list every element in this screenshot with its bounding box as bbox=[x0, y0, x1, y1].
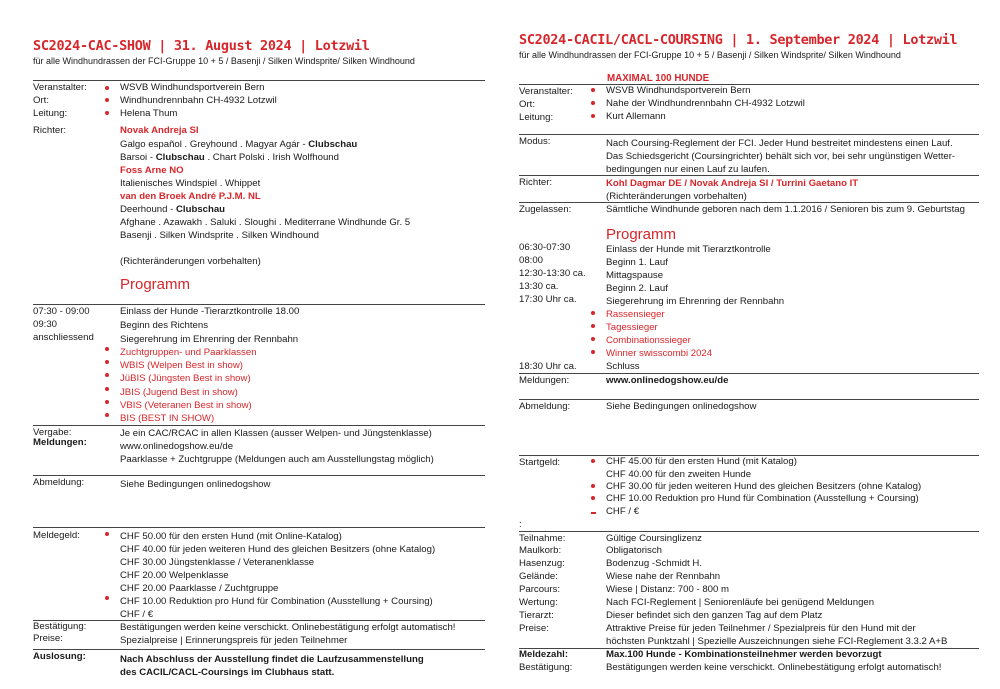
divider bbox=[33, 475, 485, 476]
prog-award: JüBIS (Jüngsten Best in show) bbox=[120, 373, 251, 384]
bestaetigung-value: Bestätigungen werden keine verschickt. Onlinebestätigung erfolgt automatisch! bbox=[606, 662, 942, 673]
bullet-icon bbox=[105, 98, 109, 102]
preise-value: Spezialpreise | Erinnerungspreis für jeden Teilnehmer bbox=[120, 635, 348, 646]
bullet-icon bbox=[591, 496, 595, 500]
teilnahme-label: Teilnahme: bbox=[519, 533, 566, 544]
divider bbox=[519, 399, 979, 400]
bullet-icon bbox=[105, 360, 109, 364]
divider bbox=[33, 425, 485, 426]
show-title: SC2024-CAC-SHOW | 31. August 2024 | Lotzwil bbox=[33, 38, 370, 54]
prog-award: Tagessieger bbox=[606, 322, 658, 333]
prog-time: 12:30-13:30 ca. bbox=[519, 268, 586, 279]
gelaende-value: Wiese nahe der Rennbahn bbox=[606, 571, 721, 582]
prog-item: Mittagspause bbox=[606, 270, 664, 281]
meldungen-label: Meldungen: bbox=[519, 375, 570, 386]
wertung-value: Nach FCI-Reglement | Seniorenläufe bei genügend Meldungen bbox=[606, 597, 875, 608]
prog-time: 07:30 - 09:00 bbox=[33, 306, 90, 317]
hasenzug-value: Bodenzug -Schmidt H. bbox=[606, 558, 702, 569]
bullet-icon bbox=[105, 532, 109, 536]
divider bbox=[519, 175, 979, 176]
coursing-title: SC2024-CACIL/CACL-COURSING | 1. September 2024 | Lotzwil bbox=[519, 32, 958, 48]
ort-value: Windhundrennbahn CH-4932 Lotzwil bbox=[120, 95, 277, 106]
bestaetigung-label: Bestätigung: bbox=[519, 662, 573, 673]
veranstalter-value: WSVB Windhundsportverein Bern bbox=[606, 85, 751, 96]
bullet-icon bbox=[591, 459, 595, 463]
fee-line: CHF 10.00 Reduktion pro Hund für Combination (Ausstellung + Coursing) bbox=[120, 596, 433, 607]
prog-time: 09:30 bbox=[33, 319, 58, 330]
show-subtitle: für alle Windhundrassen der FCI-Gruppe 10 + 5 / Basenji / Silken Windsprite/ Silken Windhound bbox=[33, 56, 415, 66]
auslosung-label: Auslosung: bbox=[33, 651, 86, 662]
dash-icon bbox=[591, 512, 596, 514]
ort-value: Nahe der Windhundrennbahn CH-4932 Lotzwil bbox=[606, 98, 805, 109]
divider bbox=[33, 527, 485, 528]
judge-name: Foss Arne NO bbox=[120, 165, 184, 176]
preise-label: Preise: bbox=[33, 633, 63, 644]
prog-time: 13:30 ca. bbox=[519, 281, 559, 292]
fee-line: CHF 40.00 für jeden weiteren Hund des gleichen Besitzers (ohne Katalog) bbox=[120, 544, 436, 555]
programm-heading: Programm bbox=[606, 226, 677, 243]
prog-award: VBIS (Veteranen Best in show) bbox=[120, 400, 252, 411]
preise-label: Preise: bbox=[519, 623, 549, 634]
coursing-subtitle: für alle Windhundrassen der FCI-Gruppe 10 + 5 / Basenji / Silken Windsprite/ Silken Windhound bbox=[519, 50, 901, 60]
abmeldung-label: Abmeldung: bbox=[519, 401, 571, 412]
zugelassen-label: Zugelassen: bbox=[519, 204, 572, 215]
prog-item: Beginn 1. Lauf bbox=[606, 257, 668, 268]
auslosung-value: des CACIL/CACL-Coursings im Clubhaus statt. bbox=[120, 667, 335, 678]
prog-award: Rassensieger bbox=[606, 309, 665, 320]
judge-breeds: Galgo español . Greyhound . Magyar Agár - Clubschau bbox=[120, 139, 358, 150]
zugelassen-value: Sämtliche Windhunde geboren nach dem 1.1.2016 / Senioren bis zum 9. Geburtstag bbox=[606, 204, 965, 215]
modus-value: Nach Coursing-Reglement der FCI. Jeder Hund bestreitet mindestens einen Lauf. bbox=[606, 138, 953, 149]
prog-item: Einlass der Hunde mit Tierarztkontrolle bbox=[606, 244, 771, 255]
prog-time: 17:30 Uhr ca. bbox=[519, 294, 577, 305]
bullet-icon bbox=[591, 101, 595, 105]
gelaende-label: Gelände: bbox=[519, 571, 558, 582]
tierarzt-label: Tierarzt: bbox=[519, 610, 554, 621]
bullet-icon bbox=[105, 111, 109, 115]
richter-label: Richter: bbox=[519, 177, 553, 188]
tierarzt-value: Dieser befindet sich den ganzen Tag auf dem Platz bbox=[606, 610, 823, 621]
maulkorb-label: Maulkorb: bbox=[519, 545, 562, 556]
divider bbox=[33, 649, 485, 650]
abmeldung-label: Abmeldung: bbox=[33, 477, 85, 488]
bullet-icon bbox=[591, 337, 595, 341]
fee-line: CHF / € bbox=[120, 609, 154, 620]
vergabe-value: Je ein CAC/RCAC in allen Klassen (ausser Welpen- und Jüngstenklasse) bbox=[120, 428, 432, 439]
leitung-label: Leitung: bbox=[519, 112, 554, 123]
max-notice: MAXIMAL 100 HUNDE bbox=[607, 73, 710, 84]
divider bbox=[33, 304, 485, 305]
leitung-value: Kurt Allemann bbox=[606, 111, 666, 122]
richter-label: Richter: bbox=[33, 125, 67, 136]
hasenzug-label: Hasenzug: bbox=[519, 558, 565, 569]
bullet-icon bbox=[105, 347, 109, 351]
modus-value: Das Schiedsgericht (Coursingrichter) behält sich vor, bei sehr ungünstigen Wetter- bbox=[606, 151, 956, 162]
bestaetigung-label: Bestätigung: bbox=[33, 621, 87, 632]
judge-breeds: Deerhound - Clubschau bbox=[120, 204, 226, 215]
bullet-icon bbox=[105, 373, 109, 377]
prog-award: WBIS (Welpen Best in show) bbox=[120, 360, 243, 371]
bullet-icon bbox=[591, 484, 595, 488]
judge-breeds: Italienisches Windspiel . Whippet bbox=[120, 178, 261, 189]
leitung-value: Helena Thum bbox=[120, 108, 178, 119]
bullet-icon bbox=[591, 88, 595, 92]
ort-label: Ort: bbox=[33, 95, 49, 106]
divider bbox=[519, 134, 979, 135]
prog-time: anschliessend bbox=[33, 332, 94, 343]
prog-item: Einlass der Hunde -Tierarztkontrolle 18.00 bbox=[120, 306, 300, 317]
prog-item: Siegerehrung im Ehrenring der Rennbahn bbox=[606, 296, 785, 307]
prog-item: Beginn des Richtens bbox=[120, 320, 208, 331]
richter-note: (Richteränderungen vorbehalten) bbox=[120, 256, 261, 267]
judge-name: van den Broek André P.J.M. NL bbox=[120, 191, 261, 202]
fee-line: CHF 30.00 für jeden weiteren Hund des gleichen Besitzers (ohne Katalog) bbox=[606, 481, 922, 492]
prog-award: Combinationssieger bbox=[606, 335, 691, 346]
meldungen-value: Paarklasse + Zuchtgruppe (Meldungen auch am Ausstellungstag möglich) bbox=[120, 454, 434, 465]
prog-award: JBIS (Jugend Best in show) bbox=[120, 387, 238, 398]
veranstalter-label: Veranstalter: bbox=[33, 82, 87, 93]
bullet-icon bbox=[105, 86, 109, 90]
programm-heading: Programm bbox=[120, 276, 191, 293]
modus-value: bedingungen nur einen Lauf zu laufen. bbox=[606, 164, 770, 175]
bullet-icon bbox=[105, 400, 109, 404]
divider bbox=[33, 620, 485, 621]
ort-label: Ort: bbox=[519, 99, 535, 110]
meldungen-value: www.onlinedogshow.eu/de bbox=[606, 375, 729, 386]
prog-time: 18:30 Uhr ca. bbox=[519, 361, 577, 372]
veranstalter-label: Veranstalter: bbox=[519, 86, 573, 97]
fee-line: CHF 20.00 Paarklasse / Zuchtgruppe bbox=[120, 583, 279, 594]
meldezahl-value: Max.100 Hunde - Kombinationsteilnehmer werden bevorzugt bbox=[606, 649, 882, 660]
leitung-label: Leitung: bbox=[33, 108, 68, 119]
bullet-icon bbox=[105, 596, 109, 600]
abmeldung-value: Siehe Bedingungen onlinedogshow bbox=[120, 479, 271, 490]
fee-line: CHF 50.00 für den ersten Hund (mit Online-Katalog) bbox=[120, 531, 342, 542]
colon-mark: : bbox=[519, 519, 522, 530]
teilnahme-value: Gültige Coursinglizenz bbox=[606, 533, 702, 544]
bullet-icon bbox=[105, 387, 109, 391]
preise-value: Attraktive Preise für jeden Teilnehmer / Spezialpreis für den Hund mit der bbox=[606, 623, 916, 634]
divider bbox=[519, 373, 979, 374]
startgeld-label: Startgeld: bbox=[519, 457, 561, 468]
divider bbox=[33, 80, 485, 81]
divider bbox=[519, 531, 979, 532]
judge-name: Novak Andreja SI bbox=[120, 125, 199, 136]
wertung-label: Wertung: bbox=[519, 597, 558, 608]
meldezahl-label: Meldezahl: bbox=[519, 649, 569, 660]
prog-award: Zuchtgruppen- und Paarklassen bbox=[120, 347, 257, 358]
fee-line: CHF 20.00 Welpenklasse bbox=[120, 570, 229, 581]
parcours-value: Wiese | Distanz: 700 - 800 m bbox=[606, 584, 729, 595]
bullet-icon bbox=[591, 350, 595, 354]
judges-value: Kohl Dagmar DE / Novak Andreja SI / Turrini Gaetano IT bbox=[606, 178, 859, 189]
divider bbox=[519, 202, 979, 203]
judge-breeds: Basenji . Silken Windsprite . Silken Windhound bbox=[120, 230, 319, 241]
meldungen-label: Meldungen: bbox=[33, 437, 87, 448]
prog-item: Beginn 2. Lauf bbox=[606, 283, 668, 294]
prog-award: Winner swisscombi 2024 bbox=[606, 348, 713, 359]
prog-item: Siegerehrung im Ehrenring der Rennbahn bbox=[120, 334, 299, 345]
bullet-icon bbox=[591, 311, 595, 315]
parcours-label: Parcours: bbox=[519, 584, 561, 595]
prog-award: BIS (BEST IN SHOW) bbox=[120, 413, 215, 424]
fee-line: CHF 40.00 für den zweiten Hunde bbox=[606, 469, 752, 480]
maulkorb-value: Obligatorisch bbox=[606, 545, 662, 556]
bullet-icon bbox=[591, 114, 595, 118]
fee-line: CHF / € bbox=[606, 506, 640, 517]
richter-note: (Richteränderungen vorbehalten) bbox=[606, 191, 747, 202]
auslosung-value: Nach Abschluss der Ausstellung findet die Laufzusammenstellung bbox=[120, 654, 424, 665]
veranstalter-value: WSVB Windhundsportverein Bern bbox=[120, 82, 265, 93]
judge-breeds: Barsoi - Clubschau . Chart Polski . Irish Wolfhound bbox=[120, 152, 339, 163]
fee-line: CHF 45.00 für den ersten Hund (mit Katalog) bbox=[606, 456, 797, 467]
fee-line: CHF 30.00 Jüngstenklasse / Veteranenklasse bbox=[120, 557, 315, 568]
abmeldung-value: Siehe Bedingungen onlinedogshow bbox=[606, 401, 757, 412]
prog-time: 08:00 bbox=[519, 255, 544, 266]
bullet-icon bbox=[591, 324, 595, 328]
prog-time: 06:30-07:30 bbox=[519, 242, 571, 253]
preise-value: höchsten Punktzahl | Spezielle Auszeichnungen siehe FCI-Reglement 3.3.2 A+B bbox=[606, 636, 948, 647]
prog-item: Schluss bbox=[606, 361, 640, 372]
judge-breeds: Afghane . Azawakh . Saluki . Sloughi . Mediterrane Windhunde Gr. 5 bbox=[120, 217, 411, 228]
bestaetigung-value: Bestätigungen werden keine verschickt. Onlinebestätigung erfolgt automatisch! bbox=[120, 622, 456, 633]
meldungen-value: www.onlinedogshow.eu/de bbox=[120, 441, 234, 452]
meldegeld-label: Meldegeld: bbox=[33, 530, 80, 541]
modus-label: Modus: bbox=[519, 136, 551, 147]
bullet-icon bbox=[105, 413, 109, 417]
vergabe-label: Vergabe: bbox=[33, 427, 72, 438]
fee-line: CHF 10.00 Reduktion pro Hund für Combination (Ausstellung + Coursing) bbox=[606, 493, 919, 504]
